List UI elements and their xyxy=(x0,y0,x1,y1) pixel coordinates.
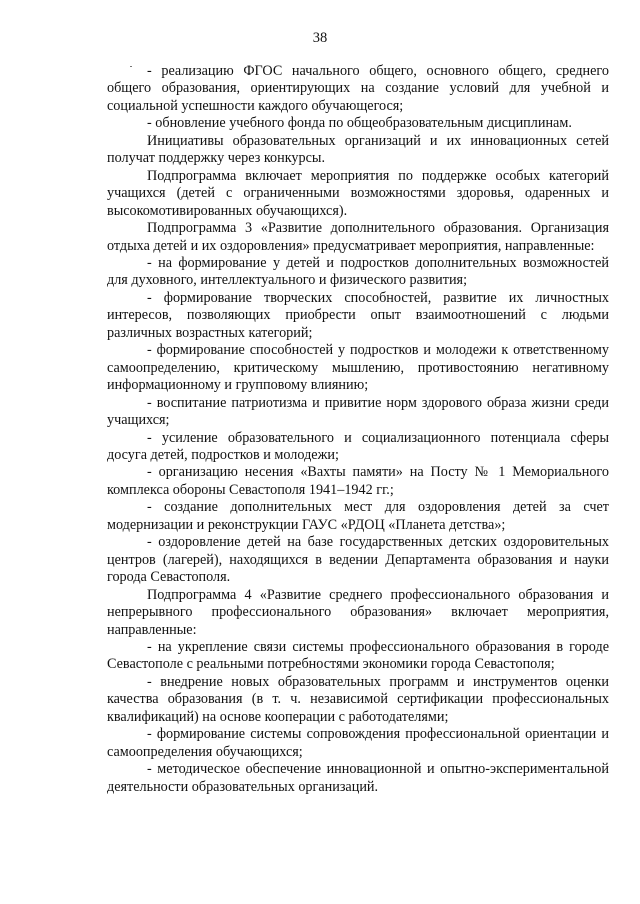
list-item-creative-abilities: - формирование творческих способностей, развитие их личностных интересов, позволяющих приобрести опыт взаимоотношений с людьми различных возрастных категорий; xyxy=(107,289,609,341)
paragraph-subprogram-3: Подпрограмма 3 «Развитие дополнительного образования. Организация отдыха детей и их оздоровления» предусматривает мероприятия, направленные: xyxy=(107,220,609,254)
list-item-recreation-centers: - оздоровление детей на базе государственных детских оздоровительных центров (лагерей), находящихся в ведении Департамента образования и науки города Севастополя. xyxy=(107,534,609,586)
list-item-new-programs: - внедрение новых образовательных программ и инструментов оценки качества образования (в т. ч. независимой сертификации профессиональных квалификаций) на основе кооперации с работодателями; xyxy=(107,673,609,725)
list-item-economy-link: - на укрепление связи системы профессионального образования в городе Севастополе с реальными потребностями экономики города Севастополя; xyxy=(107,638,609,673)
list-item-career-guidance: - формирование системы сопровождения профессиональной ориентации и самоопределения обучающихся; xyxy=(107,726,609,760)
list-item-additional-places: - создание дополнительных мест для оздоровления детей за счет модернизации и реконструкции ГАУС «РДОЦ «Планета детства»; xyxy=(107,499,609,533)
list-item-leisure-potential: - усиление образовательного и социализационного потенциала сферы досуга детей, подростков и молодежи; xyxy=(107,429,609,463)
document-body xyxy=(107,63,609,796)
paragraph-subprogram-4: Подпрограмма 4 «Развитие среднего профессионального образования и непрерывного профессионального образования» включает мероприятия, направленные: xyxy=(107,586,609,638)
list-item-textbook-fund: - обновление учебного фонда по общеобразовательным дисциплинам. xyxy=(147,115,572,132)
list-item-patriotism: - воспитание патриотизма и привитие норм здорового образа жизни среди учащихся; xyxy=(107,394,609,429)
list-item-fgos: - реализацию ФГОС начального общего, основного общего, среднего общего образования, ориентирующих на создание условий для учебной и социальной успешности каждого обучающегося; xyxy=(107,63,609,114)
list-item-self-determination: - формирование способностей у подростков и молодежи к ответственному самоопределению, критическому мышлению, противостоянию негативному информационному и групповому влиянию; xyxy=(107,342,609,394)
list-item-memory-watch: - организацию несения «Вахты памяти» на Посту № 1 Мемориального комплекса обороны Севастополя 1941–1942 гг.; xyxy=(107,464,609,498)
list-item-development: - на формирование у детей и подростков дополнительных возможностей для духовного, интеллектуального и физического развития; xyxy=(107,254,609,289)
page-number: 38 xyxy=(312,30,328,46)
list-item-methodical-support: - методическое обеспечение инновационной и опытно-экспериментальной деятельности образовательных организаций. xyxy=(107,761,609,795)
paragraph-initiatives: Инициативы образовательных организаций и их инновационных сетей получат поддержку через конкурсы. xyxy=(107,132,609,167)
paragraph-special-categories: Подпрограмма включает мероприятия по поддержке особых категорий учащихся (детей с ограниченными возможностями здоровья, одаренных и высокомотивированных обучающихся). xyxy=(107,167,609,219)
